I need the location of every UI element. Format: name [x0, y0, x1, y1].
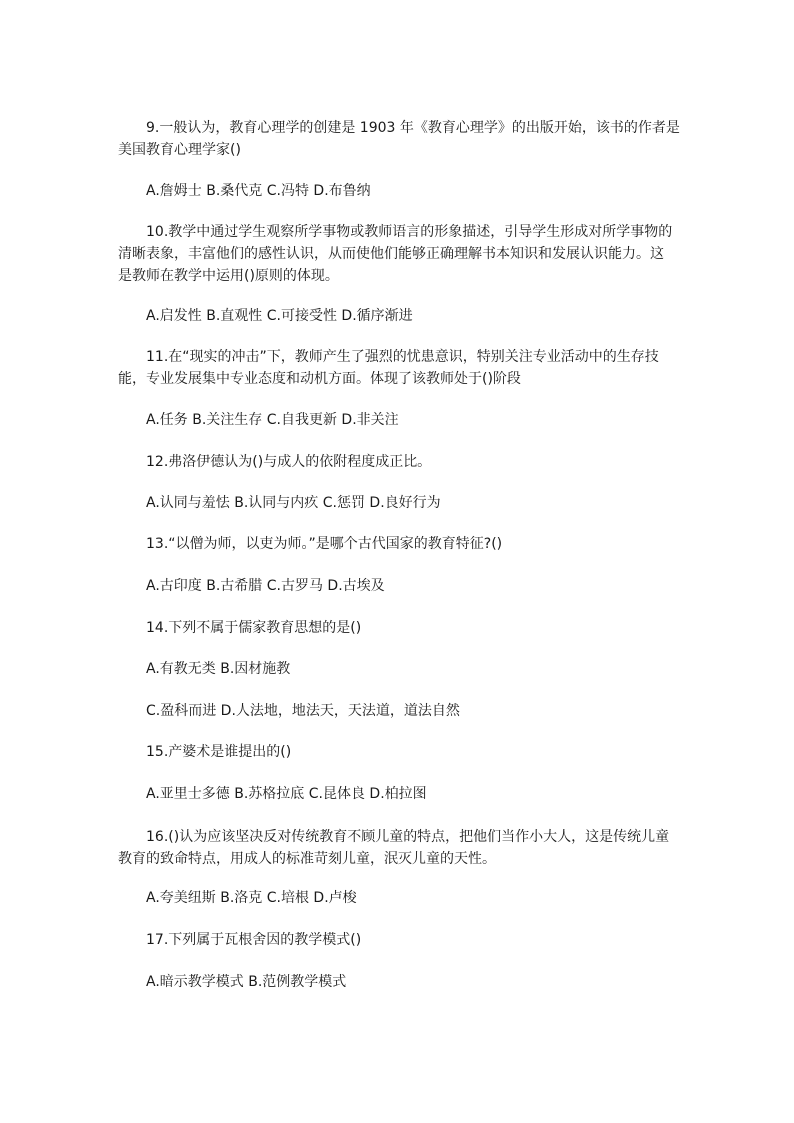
question-9-stem-line-2: 美国教育心理学家() — [118, 142, 241, 158]
question-9-stem-line-1: 9.一般认为，教育心理学的创建是 1903 年《教育心理学》的出版开始，该书的作者是 — [146, 120, 680, 136]
question-15-options: A.亚里士多德 B.苏格拉底 C.昆体良 D.柏拉图 — [146, 786, 427, 802]
question-10-stem-line-3: 是教师在教学中运用()原则的体现。 — [118, 268, 339, 284]
question-15-stem: 15.产婆术是谁提出的() — [146, 744, 292, 760]
question-13-stem: 13.“以僧为师，以吏为师。”是哪个古代国家的教育特征?() — [146, 536, 503, 552]
question-11-stem-line-2: 能，专业发展集中专业态度和动机方面。体现了该教师处于()阶段 — [118, 371, 521, 387]
question-11-stem-line-1: 11.在“现实的冲击”下，教师产生了强烈的忧患意识，特别关注专业活动中的生存技 — [146, 349, 659, 365]
question-12-stem: 12.弗洛伊德认为()与成人的依附程度成正比。 — [146, 454, 432, 470]
question-16-options: A.夸美纽斯 B.洛克 C.培根 D.卢梭 — [146, 890, 357, 906]
question-12-options: A.认同与羞怯 B.认同与内疚 C.惩罚 D.良好行为 — [146, 495, 441, 511]
question-17-options: A.暗示教学模式 B.范例教学模式 — [146, 974, 347, 990]
question-14-stem: 14.下列不属于儒家教育思想的是() — [146, 620, 362, 636]
question-10-options: A.启发性 B.直观性 C.可接受性 D.循序渐进 — [146, 308, 413, 324]
question-14-options-line-2: C.盈科而进 D.人法地，地法天，天法道，道法自然 — [146, 703, 460, 719]
question-10-stem-line-1: 10.教学中通过学生观察所学事物或教师语言的形象描述，引导学生形成对所学事物的 — [146, 224, 673, 240]
question-10-stem-line-2: 清晰表象，丰富他们的感性认识，从而使他们能够正确理解书本知识和发展认识能力。这 — [118, 246, 664, 262]
question-16-stem-line-1: 16.()认为应该坚决反对传统教育不顾儿童的特点，把他们当作小大人，这是传统儿童 — [146, 829, 670, 845]
question-14-options-line-1: A.有教无类 B.因材施教 — [146, 661, 291, 677]
question-13-options: A.古印度 B.古希腊 C.古罗马 D.古埃及 — [146, 578, 385, 594]
question-9-options: A.詹姆士 B.桑代克 C.冯特 D.布鲁纳 — [146, 183, 371, 199]
question-16-stem-line-2: 教育的致命特点，用成人的标准苛刻儿童，泯灭儿童的天性。 — [118, 851, 496, 867]
question-11-options: A.任务 B.关注生存 C.自我更新 D.非关注 — [146, 412, 399, 428]
question-17-stem: 17.下列属于瓦根舍因的教学模式() — [146, 932, 362, 948]
